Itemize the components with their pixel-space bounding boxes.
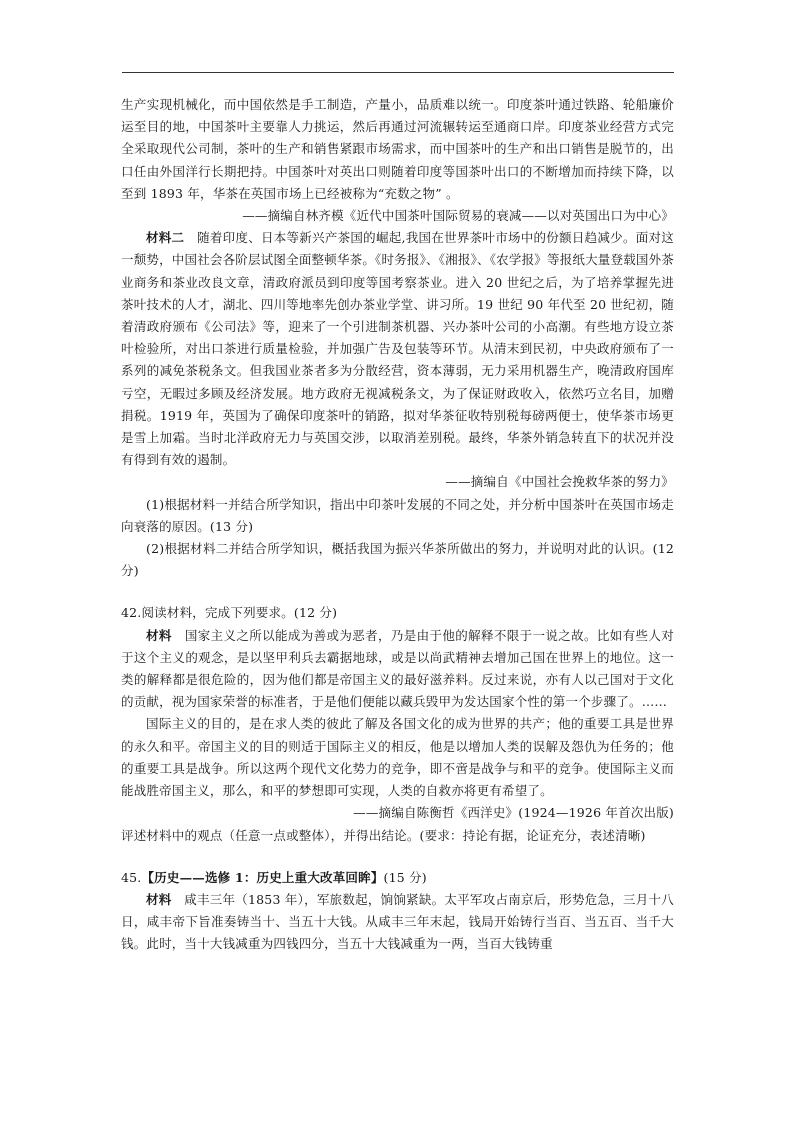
material-one-tail: 生产实现机械化，而中国依然是手工制造，产量小，品质难以统一。印度茶叶通过铁路、轮船廉价运至目的地，中国茶叶主要靠人力挑运，然后再通过河流辗转运至通商口岸。印度茶业经营方式完全采取现代公司制，茶叶的生产和销售紧跟市场需求，而中国茶叶的生产和出口销售是脱节的，出口任由外国洋行长期把持。中国茶叶对英出口则随着印度等国茶叶出口的不断增加而持续下降，以至到 1893 年，华茶在英国市场上已经被称为“充数之物” 。 [121, 97, 674, 201]
question-45-score: (15 分) [383, 869, 427, 885]
question-42-source: ——摘编自陈衡哲《西洋史》(1924—1926 年首次出版) [353, 805, 674, 821]
material-two-text: 随着印度、日本等新兴产茶国的崛起,我国在世界茶叶市场中的份额日趋减少。面对这一颓势，中国社会各阶层试图全面整顿华茶。《时务报》、《湘报》、《农学报》等报纸大量登载国外茶业商务和茶业改良文章，清政府派员到印度等国考察茶业。进入 20 世纪之后，为了培养掌握先进茶叶技术的人才，湖北、四川等地率先创办茶业学堂、讲习所。19 世纪 90 年代至 20 世纪初，随着清政府颁布《公司法》等，迎来了一个引进制茶机器、兴办茶叶公司的小高潮。有些地方设立茶叶检验所，对出口茶进行质量检验，并加强广告及包装等环节。从清末到民初，中央政府颁布了一系列的减免茶税条文。但我国业茶者多为分散经营，资本薄弱，无力采用机器生产，晚清政府国库亏空，无暇过多顾及经济发展。地方政府无视减税条文，为了保证财政收入，依然巧立名目，加赠捐税。1919 年，英国为了确保印度茶叶的销路，拟对华茶征收特别税每磅两便士，使华茶市场更是雪上加霜。当时北洋政府无力与英国交涉，以取消差别税。最终，华茶外销急转直下的状况并没有得到有效的遏制。 [121, 230, 674, 468]
material-two [121, 227, 674, 471]
material-one-source: ——摘编自林齐模《近代中国茶叶国际贸易的衰减——以对英国出口为中心》 [242, 208, 674, 224]
header-rule [122, 72, 674, 73]
document-body [121, 94, 674, 956]
material-two-source: ——摘编自《中国社会挽救华茶的努力》 [445, 474, 674, 490]
question-42-text-1: 国家主义之所以能成为善或为恶者，乃是由于他的解释不限于一说之故。比如有些人对于这个主义的观念，是以坚甲利兵去霸据地球，或是以尚武精神去增加己国在世界上的地位。这一类的解释都是很危险的，因为他们都是帝国主义的最好滋养料。反过来说，亦有人以己国对于文化的贡献，视为国家荣誉的标准者，于是他们便能以藏兵毁甲为发达国家个性的第一个步骤了。…… [121, 627, 674, 710]
question-45-number: 45. [121, 869, 142, 885]
question-45-text: 咸丰三年（1853 年），军旅数起，饷饷紧缺。太平军攻占南京后，形势危急，三月十八日，咸丰帝下旨准奏铸当十、当五十大钱。从咸丰三年末起，钱局开始铸行当百、当五百、当千大钱。此时，当十大钱减重为四钱四分，当五十大钱减重为一两，当百大钱铸重 [121, 891, 674, 952]
question-45-material [121, 889, 674, 956]
material-two-label: 材料二 [146, 230, 185, 246]
question-42-label: 材料 [146, 627, 172, 643]
question-45-label: 材料 [146, 891, 172, 907]
question-45-title [121, 867, 674, 889]
question-42-paragraph-2: 国际主义的目的，是在求人类的彼此了解及各国文化的成为世界的共产；他的重要工具是世界的永久和平。帝国主义的目的则适于国际主义的相反，他是以增加人类的误解及怨仇为任务的；他的重要工具是战争。所以这两个现代文化势力的竞争，即不啻是战争与和平的竞争。使国际主义而能战胜帝国主义，那么，和平的梦想即可实现，人类的自救亦将更有希望了。 [121, 716, 674, 799]
question-2: (2)根据材料二并结合所学知识，概括我国为振兴华茶所做出的努力，并说明对此的认识。(12 分) [121, 541, 674, 579]
question-45-heading: 【历史——选修 1：历史上重大改革回眸】 [141, 869, 384, 885]
question-42-requirement: 评述材料中的观点（任意一点或整体），并得出结论。(要求：持论有据，论证充分，表述清晰) [121, 827, 646, 843]
question-1: (1)根据材料一并结合所学知识，指出中印茶叶发展的不同之处，并分析中国茶叶在英国市场走向衰落的原因。(13 分) [121, 496, 674, 534]
question-42-paragraph-1 [121, 625, 674, 714]
question-42-title: 42.阅读材料，完成下列要求。(12 分) [121, 605, 338, 621]
